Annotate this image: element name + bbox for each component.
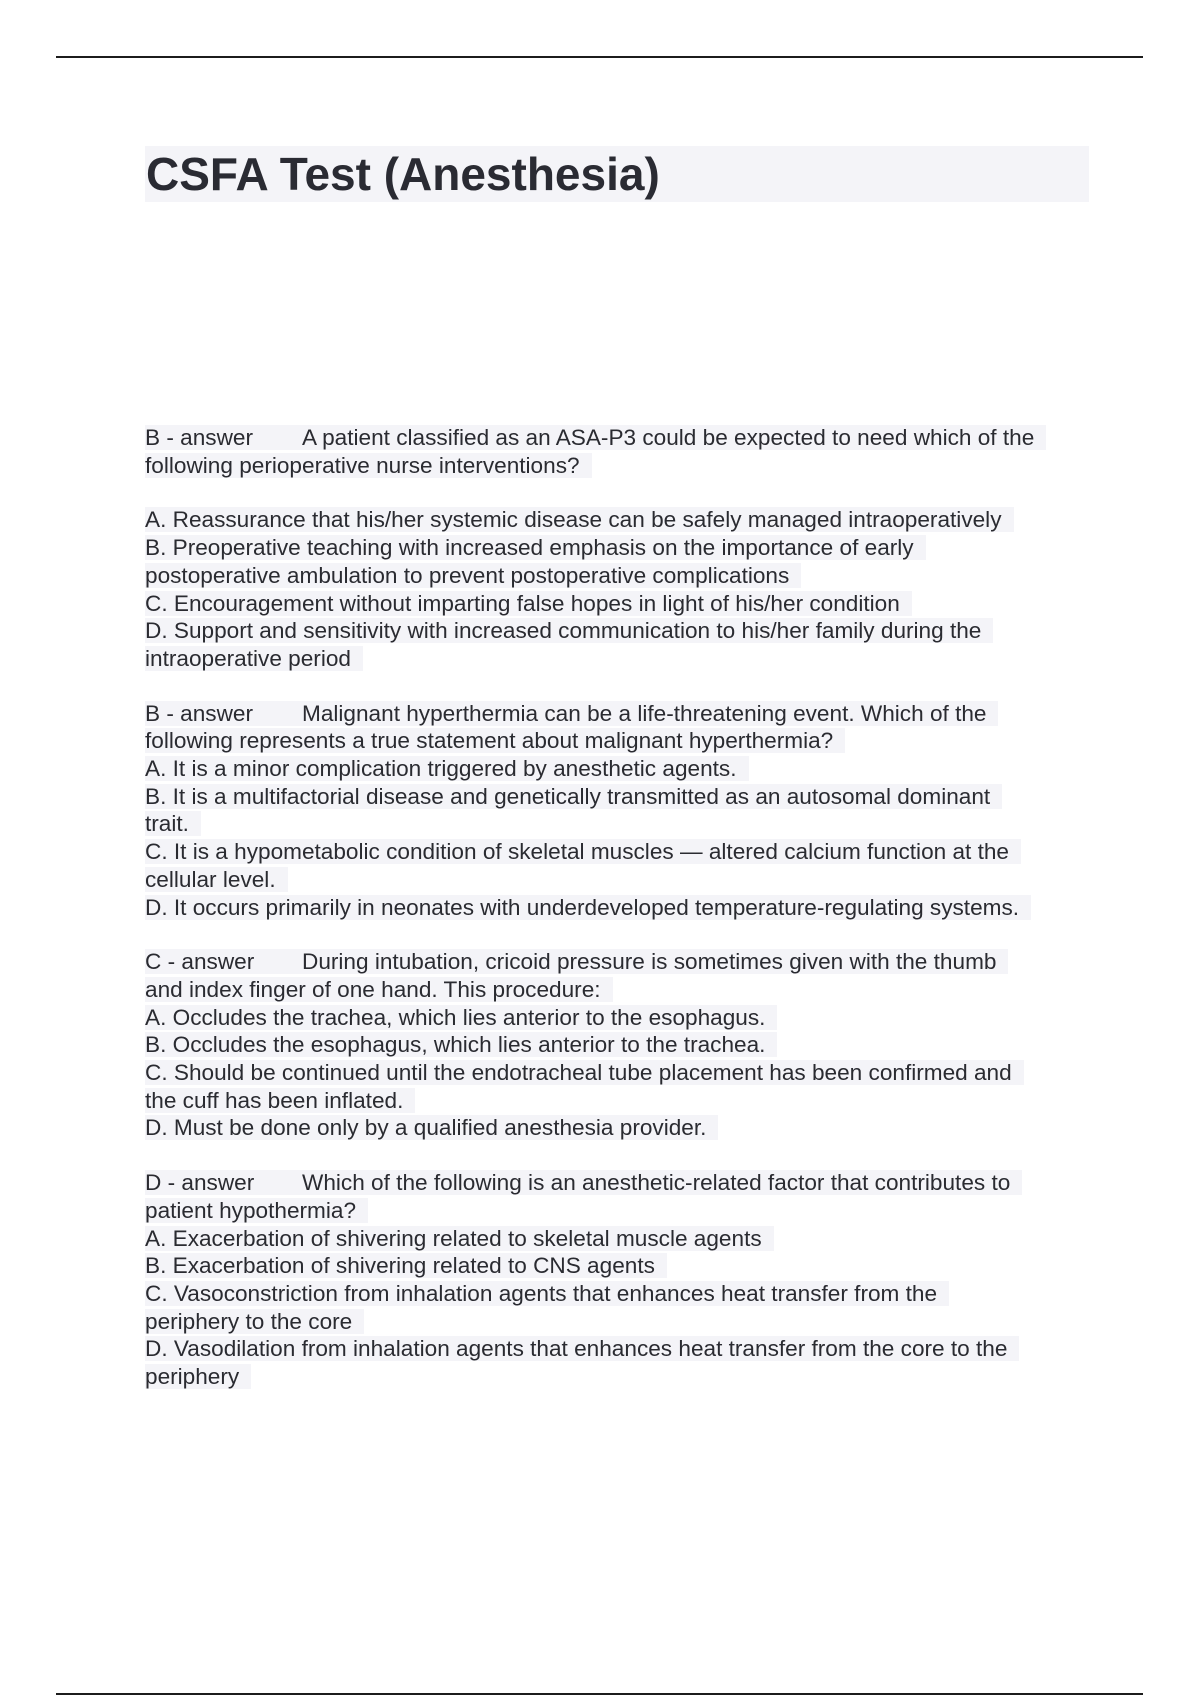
option-line [145, 1087, 1095, 1115]
answer-key: B - answer [145, 700, 253, 726]
question-block [145, 700, 1095, 922]
question-block [145, 424, 1095, 673]
option-line [145, 1335, 1095, 1363]
option-line [145, 1252, 1095, 1280]
question-line [145, 727, 1095, 755]
question-block [145, 948, 1095, 1142]
option-line [145, 894, 1095, 922]
option-line [145, 810, 1095, 838]
option-text: D. Vasodilation from inhalation agents that enhances heat transfer from the core to the [145, 1336, 1019, 1361]
option-text: D. It occurs primarily in neonates with underdeveloped temperature-regulating systems. [145, 895, 1031, 920]
question-line [145, 976, 1095, 1004]
option-line [145, 1031, 1095, 1059]
question-text: Which of the following is an anesthetic-related factor that contributes to [302, 1170, 1011, 1196]
answer-key: D - answer [145, 1170, 255, 1196]
option-text: C. Should be continued until the endotracheal tube placement has been confirmed and [145, 1060, 1024, 1085]
option-text: B. Exacerbation of shivering related to CNS agents [145, 1253, 667, 1278]
option-text: C. It is a hypometabolic condition of skeletal muscles — altered calcium function at the [145, 839, 1021, 864]
option-text: the cuff has been inflated. [145, 1088, 415, 1113]
option-text: C. Encouragement without imparting false hopes in light of his/her condition [145, 591, 912, 616]
option-line [145, 783, 1095, 811]
option-line [145, 1059, 1095, 1087]
question-line [145, 700, 1095, 728]
question-text: and index finger of one hand. This procedure: [145, 977, 613, 1002]
option-line [145, 866, 1095, 894]
option-text: periphery to the core [145, 1309, 364, 1334]
option-line [145, 1280, 1095, 1308]
question-text: A patient classified as an ASA-P3 could be expected to need which of the [302, 425, 1035, 450]
option-text: A. Reassurance that his/her systemic disease can be safely managed intraoperatively [145, 507, 1014, 532]
question-text: following perioperative nurse interventions? [145, 453, 592, 478]
option-text: cellular level. [145, 867, 288, 892]
question-block [145, 1169, 1095, 1391]
page-title: CSFA Test (Anesthesia) [146, 148, 660, 200]
option-line [145, 562, 1095, 590]
question-text: following represents a true statement about malignant hyperthermia? [145, 728, 845, 753]
option-text: intraoperative period [145, 646, 363, 671]
option-line [145, 645, 1095, 673]
footer-divider [56, 1693, 1143, 1695]
question-line [145, 1169, 1095, 1197]
option-text: A. Occludes the trachea, which lies anterior to the esophagus. [145, 1005, 777, 1030]
question-list [145, 424, 1095, 1418]
answer-key: B - answer [145, 425, 253, 450]
question-text: During intubation, cricoid pressure is sometimes given with the thumb [302, 949, 997, 975]
option-line [145, 506, 1095, 534]
option-text: postoperative ambulation to prevent postoperative complications [145, 563, 801, 588]
option-text: trait. [145, 811, 201, 836]
option-text: A. Exacerbation of shivering related to skeletal muscle agents [145, 1226, 774, 1251]
option-line [145, 1004, 1095, 1032]
option-text: D. Support and sensitivity with increased communication to his/her family during the [145, 618, 993, 643]
option-line [145, 755, 1095, 783]
option-line [145, 1308, 1095, 1336]
option-text: A. It is a minor complication triggered by anesthetic agents. [145, 756, 749, 781]
option-text: periphery [145, 1364, 251, 1389]
option-text: D. Must be done only by a qualified anesthesia provider. [145, 1115, 718, 1140]
option-text: B. It is a multifactorial disease and genetically transmitted as an autosomal dominant [145, 784, 1002, 809]
header-divider [56, 56, 1143, 58]
option-text: B. Preoperative teaching with increased emphasis on the importance of early [145, 535, 926, 560]
question-line [145, 424, 1095, 452]
option-line [145, 1114, 1095, 1142]
question-text: Malignant hyperthermia can be a life-threatening event. Which of the [302, 700, 987, 726]
option-text: B. Occludes the esophagus, which lies anterior to the trachea. [145, 1032, 777, 1057]
option-line [145, 1363, 1095, 1391]
question-line [145, 948, 1095, 976]
option-line [145, 534, 1095, 562]
question-line [145, 1197, 1095, 1225]
option-line [145, 1225, 1095, 1253]
answer-key: C - answer [145, 949, 255, 975]
option-line [145, 617, 1095, 645]
question-line [145, 452, 1095, 480]
option-text: C. Vasoconstriction from inhalation agents that enhances heat transfer from the [145, 1281, 949, 1306]
option-line [145, 838, 1095, 866]
question-text: patient hypothermia? [145, 1198, 368, 1223]
option-line [145, 590, 1095, 618]
